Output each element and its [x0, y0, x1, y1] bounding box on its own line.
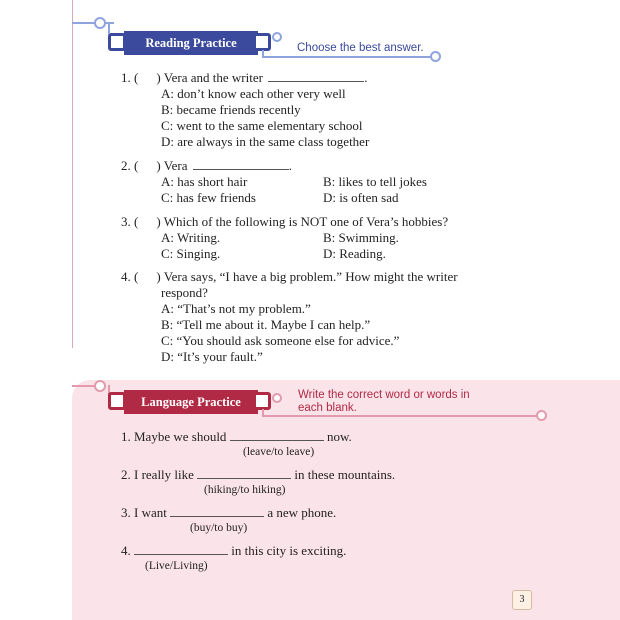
question-number: 4. ( [121, 269, 139, 284]
option-b: B: Swimming. [323, 230, 399, 245]
item-text-after: in these mountains. [294, 467, 396, 482]
question-paren-close: ) [156, 269, 161, 284]
question-stem: Vera [163, 158, 188, 173]
page-margin-line [72, 0, 73, 348]
page-number: 3 [512, 590, 532, 610]
question-stem: Vera and the writer [163, 70, 263, 85]
ornament-circle-icon [272, 32, 282, 42]
ornament-square-icon [253, 33, 271, 51]
reading-instruction: Choose the best answer. [297, 42, 424, 54]
option-a: A: “That’s not my problem.” [161, 301, 311, 316]
item-text-before: 3. I want [121, 505, 167, 520]
item-text-after: now. [326, 429, 352, 444]
option-c: C: went to the same elementary school [161, 118, 363, 133]
item-text-before: 1. Maybe we should [121, 429, 227, 444]
reading-title: Reading Practice [124, 31, 258, 55]
ornament-circle-icon [272, 393, 282, 403]
fill-blank[interactable] [170, 505, 264, 517]
header-rule [262, 56, 282, 58]
ornament-circle-icon [94, 380, 106, 392]
question-paren-close: ) [156, 70, 161, 85]
question-end: . [364, 70, 368, 85]
option-b: B: likes to tell jokes [323, 174, 427, 189]
question-number: 1. ( [121, 70, 139, 85]
option-b: B: “Tell me about it. Maybe I can help.” [161, 317, 371, 332]
ornament-circle-icon [430, 51, 441, 62]
item-text-after: a new phone. [267, 505, 337, 520]
question-paren-close: ) [156, 214, 161, 229]
header-rule [262, 415, 537, 417]
option-b: B: became friends recently [161, 102, 301, 117]
answer-blank[interactable] [193, 158, 289, 170]
option-a: A: Writing. [161, 230, 221, 245]
word-hint: (Live/Living) [145, 560, 208, 572]
fill-blank[interactable] [134, 543, 228, 555]
ornament-circle-icon [536, 410, 547, 421]
header-rule [108, 22, 110, 34]
question-number: 3. ( [121, 214, 139, 229]
question-stem: Vera says, “I have a big problem.” How might the writer [163, 269, 458, 284]
item-text-after: in this city is exciting. [231, 543, 347, 558]
question-number: 2. ( [121, 158, 139, 173]
option-c: C: has few friends [161, 190, 256, 205]
instruction-line: each blank. [298, 402, 357, 414]
word-hint: (hiking/to hiking) [204, 484, 286, 496]
question-paren-close: ) [156, 158, 161, 173]
question-end: . [288, 158, 293, 173]
language-title: Language Practice [124, 390, 258, 414]
ornament-square-icon [253, 392, 271, 410]
option-d: D: are always in the same class together [161, 134, 370, 149]
option-a: A: has short hair [161, 174, 248, 189]
fill-blank[interactable] [230, 429, 324, 441]
instruction-line: Write the correct word or words in [298, 389, 470, 401]
question-stem: Which of the following is NOT one of Vera’s hobbies? [163, 214, 449, 229]
word-hint: (leave/to leave) [243, 446, 315, 458]
option-c: C: Singing. [161, 246, 221, 261]
option-d: D: Reading. [323, 246, 386, 261]
item-text-before: 2. I really like [121, 467, 194, 482]
fill-blank[interactable] [197, 467, 291, 479]
header-rule [281, 56, 431, 58]
word-hint: (buy/to buy) [190, 522, 248, 534]
language-instruction [298, 389, 470, 415]
option-c: C: “You should ask someone else for advice.” [161, 333, 400, 348]
question-stem-continued: respond? [161, 285, 208, 300]
option-a: A: don’t know each other very well [161, 86, 346, 101]
option-d: D: “It’s your fault.” [161, 349, 263, 364]
answer-blank[interactable] [268, 70, 364, 82]
item-text-before: 4. [121, 543, 131, 558]
option-d: D: is often sad [323, 190, 399, 205]
